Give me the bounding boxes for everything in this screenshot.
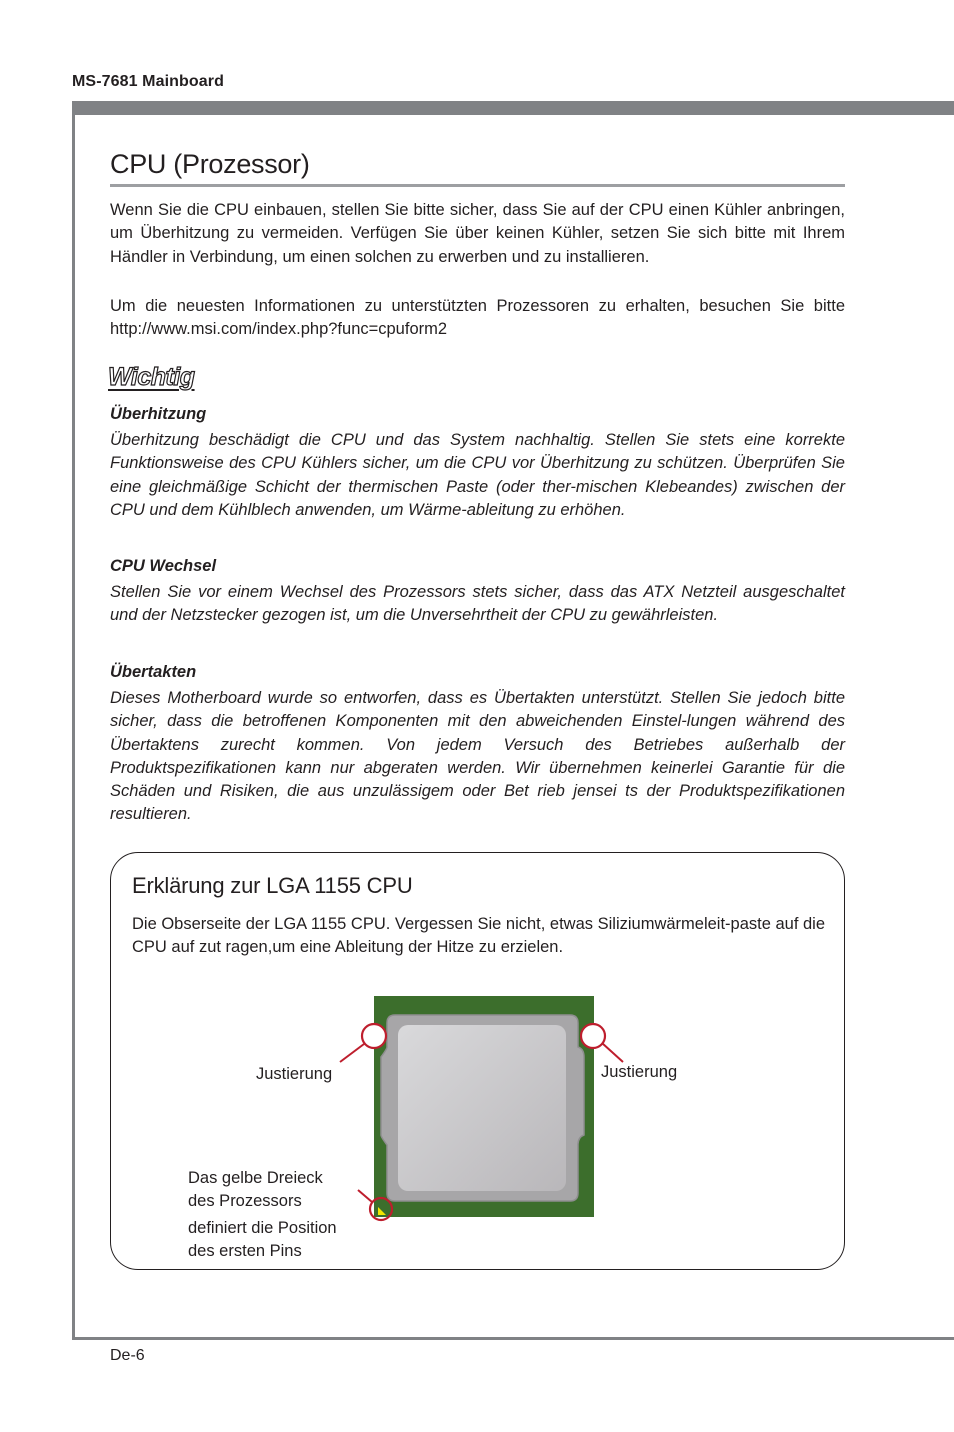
cpu-diagram bbox=[250, 985, 710, 1235]
left-callout-line bbox=[340, 1044, 364, 1062]
overheating-text: Überhitzung beschädigt die CPU und das System nachhaltig. Stellen Sie stets eine korrekte Funktionsweise des CPU Kühlers sicher, um die CPU vor Überhitzung zu schützen. Überprüfen Sie eine gleichmäßige Schicht der thermischen Paste (oder ther-mischen Klebeandes) zwischen der CPU und dem Kühlblech anwenden, um Wärme-ableitung zu erhöhen. bbox=[110, 431, 845, 519]
lga-box-text: Die Obserseite der LGA 1155 CPU. Vergessen Sie nicht, etwas Siliziumwärmeleit-paste auf die CPU auf zut ragen,um eine Ableitung der Hitze zu erzielen. bbox=[132, 915, 826, 956]
alignment-label-right: Justierung bbox=[601, 1063, 678, 1081]
overclocking-text: Dieses Motherboard wurde so entworfen, dass es Übertakten unterstützt. Stellen Sie jedoch bitte sicher, dass die betroffenen Komponenten mit den abweichenden Einstel-lungen während des Übertaktens zurecht kommen. Von jedem Versuch des Betriebes außerhalb der Produktspezifikationen kann nur abgeraten werden. Wir übernehmen keinerlei Garantie für die Schäden und Risiken, die aus unzulässigem oder Bet rieb jensei ts der Produktspezifikationen resultieren. bbox=[110, 689, 845, 824]
important-heading: Wichtig bbox=[108, 363, 195, 391]
overclocking-subheading: Übertakten bbox=[110, 663, 197, 681]
left-margin-rule bbox=[72, 101, 75, 1340]
lga-box-title: Erklärung zur LGA 1155 CPU bbox=[132, 873, 413, 898]
pin1-label-line-2: des Prozessors bbox=[188, 1192, 302, 1210]
pin1-label-line-3: definiert die Position bbox=[188, 1219, 337, 1237]
right-notch-callout-circle bbox=[581, 1024, 605, 1048]
page-number: De-6 bbox=[110, 1347, 145, 1364]
section-title: CPU (Prozessor) bbox=[110, 149, 310, 179]
footer-rule bbox=[72, 1337, 954, 1340]
cpu-change-text: Stellen Sie vor einem Wechsel des Prozessors stets sicher, dass das ATX Netzteil ausgeschaltet und der Netzstecker gezogen ist, um die Unversehrtheit der CPU zu gewährleisten. bbox=[110, 583, 845, 625]
title-underline bbox=[110, 184, 845, 187]
pin1-callout-line bbox=[358, 1190, 372, 1202]
manual-header-title: MS-7681 Mainboard bbox=[72, 73, 224, 90]
cpu-heatspreader-top bbox=[398, 1025, 566, 1191]
intro-paragraph-1: Wenn Sie die CPU einbauen, stellen Sie bitte sicher, dass Sie auf der CPU einen Kühler anbringen, um Überhitzung zu vermeiden. Verfügen Sie über keinen Kühler, setzen Sie sich bitte mit Ihrem Händler in Verbindung, um einen solchen zu erwerben und zu installieren. bbox=[110, 201, 845, 266]
header-bar bbox=[72, 101, 954, 115]
alignment-label-left: Justierung bbox=[256, 1065, 333, 1083]
left-notch-callout-circle bbox=[362, 1024, 386, 1048]
cpu-change-subheading: CPU Wechsel bbox=[110, 557, 217, 575]
overheating-subheading: Überhitzung bbox=[110, 405, 207, 423]
intro-paragraph-2: Um die neuesten Informationen zu unterstützten Prozessoren zu erhalten, besuchen Sie bitte http://www.msi.com/index.php?func=cpuform2 bbox=[110, 297, 845, 339]
right-callout-line bbox=[602, 1043, 623, 1062]
pin1-label-line-1: Das gelbe Dreieck bbox=[188, 1169, 323, 1187]
pin1-label-line-4: des ersten Pins bbox=[188, 1242, 302, 1260]
